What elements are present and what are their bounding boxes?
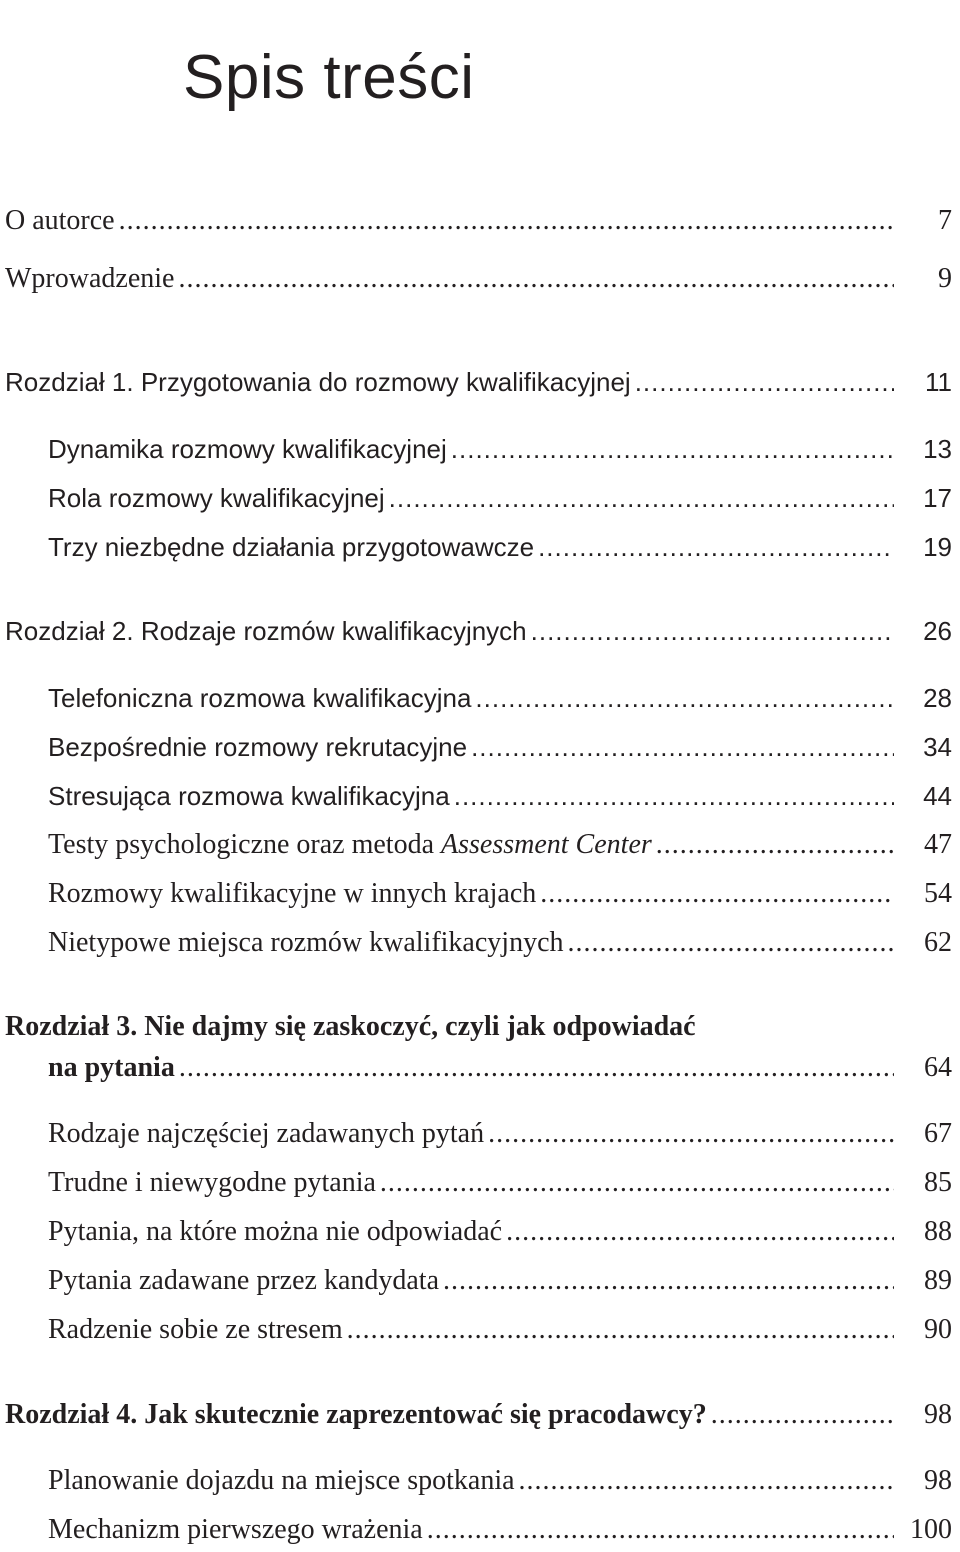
leader-dots [475,676,894,720]
leader-dots [389,476,894,520]
toc-page-number: 100 [910,1514,952,1545]
leader-dots [454,774,894,818]
toc-page-number: 89 [924,1265,952,1296]
toc-entry-wprowadzenie[interactable] [0,257,960,301]
toc-entry-text: Pytania, na które można nie odpowiadać [48,1216,503,1247]
toc-section[interactable] [0,1459,960,1503]
toc-page-number: 47 [924,829,952,860]
toc-entry-text [48,823,652,867]
toc-page-number: 11 [925,367,952,397]
toc-entry-text: Pytania zadawane przez kandydata [48,1265,440,1296]
leader-dots [380,1161,894,1205]
leader-dots [568,921,895,965]
leader-dots [656,823,894,867]
toc-section[interactable] [0,823,960,867]
toc-section[interactable] [0,1161,960,1205]
toc-page-number: 64 [924,1052,952,1083]
toc-section[interactable] [0,921,960,965]
toc-entry-text: Stresująca rozmowa kwalifikacyjna [48,781,450,811]
toc-page-number: 9 [938,263,952,294]
toc-section[interactable] [0,476,960,520]
toc-page-number: 44 [923,781,952,811]
leader-dots [179,1046,894,1090]
leader-dots [427,1508,894,1552]
toc-chapter-3-line1[interactable] [0,1005,960,1049]
leader-dots [506,1210,894,1254]
leader-dots [471,725,894,769]
toc-section[interactable] [0,427,960,471]
chapter-heading: Rozdział 1. Przygotowania do rozmowy kwalifikacyjnej [5,367,631,397]
toc-section[interactable] [0,676,960,720]
toc-page-number: 62 [924,927,952,958]
leader-dots [451,427,894,471]
toc-page-number: 26 [923,616,952,646]
toc-chapter-2[interactable] [0,609,960,653]
toc-page-number: 13 [923,434,952,464]
toc-entry-text: Bezpośrednie rozmowy rekrutacyjne [48,732,468,762]
toc-page-number: 17 [923,483,952,513]
toc-page-number: 88 [924,1216,952,1247]
leader-dots [531,609,894,653]
leader-dots [119,199,894,243]
leader-dots [711,1393,894,1437]
chapter-heading-continued: na pytania [48,1052,175,1083]
toc-chapter-4[interactable] [0,1393,960,1437]
toc-section[interactable] [0,1308,960,1352]
toc-entry-text: O autorce [5,205,115,236]
leader-dots [178,257,894,301]
toc-page-number: 7 [938,205,952,236]
toc-chapter-3-line2[interactable] [0,1046,960,1090]
toc-section[interactable] [0,1210,960,1254]
toc-entry-text: Dynamika rozmowy kwalifikacyjnej [48,434,447,464]
toc-page-number: 67 [924,1118,952,1149]
toc-page-number: 28 [923,683,952,713]
chapter-heading: Rozdział 2. Rodzaje rozmów kwalifikacyjnych [5,616,527,646]
toc-section[interactable] [0,525,960,569]
page-title: Spis treści [183,42,475,112]
toc-entry-text: Trzy niezbędne działania przygotowawcze [48,532,535,562]
leader-dots [347,1308,894,1352]
chapter-heading: Rozdział 3. Nie dajmy się zaskoczyć, czyli jak odpowiadać [5,1011,696,1042]
toc-entry-text: Mechanizm pierwszego wrażenia [48,1514,423,1545]
toc-page-number: 85 [924,1167,952,1198]
toc-page-number: 54 [924,878,952,909]
toc-entry-text: Planowanie dojazdu na miejsce spotkania [48,1465,515,1496]
toc-entry-text: Trudne i niewygodne pytania [48,1167,376,1198]
toc-entry-text-regular: Testy psychologiczne oraz metoda [48,829,435,860]
toc-section[interactable] [0,774,960,818]
leader-dots [540,872,894,916]
toc-section[interactable] [0,872,960,916]
toc-entry-text: Rodzaje najczęściej zadawanych pytań [48,1118,485,1149]
chapter-heading: Rozdział 4. Jak skutecznie zaprezentować się pracodawcy? [5,1399,707,1430]
leader-dots [538,525,894,569]
toc-page-number: 98 [924,1399,952,1430]
toc-entry-text-italic: Assessment Center [441,829,652,860]
leader-dots [488,1112,894,1156]
toc-page-number: 19 [923,532,952,562]
toc-section[interactable] [0,1112,960,1156]
leader-dots [635,360,894,404]
toc-entry-o-autorce[interactable] [0,199,960,243]
toc-chapter-1[interactable] [0,360,960,404]
toc-entry-text: Nietypowe miejsca rozmów kwalifikacyjnych [48,927,564,958]
toc-section[interactable] [0,1508,960,1552]
toc-page-number: 90 [924,1314,952,1345]
toc-page-number: 34 [923,732,952,762]
toc-section[interactable] [0,725,960,769]
toc-entry-text: Telefoniczna rozmowa kwalifikacyjna [48,683,472,713]
toc-entry-text: Wprowadzenie [5,263,175,294]
toc-entry-text: Rola rozmowy kwalifikacyjnej [48,483,385,513]
toc-entry-text: Radzenie sobie ze stresem [48,1314,343,1345]
toc-section[interactable] [0,1259,960,1303]
leader-dots [443,1259,894,1303]
toc-entry-text: Rozmowy kwalifikacyjne w innych krajach [48,878,537,909]
toc-page-number: 98 [924,1465,952,1496]
leader-dots [519,1459,894,1503]
